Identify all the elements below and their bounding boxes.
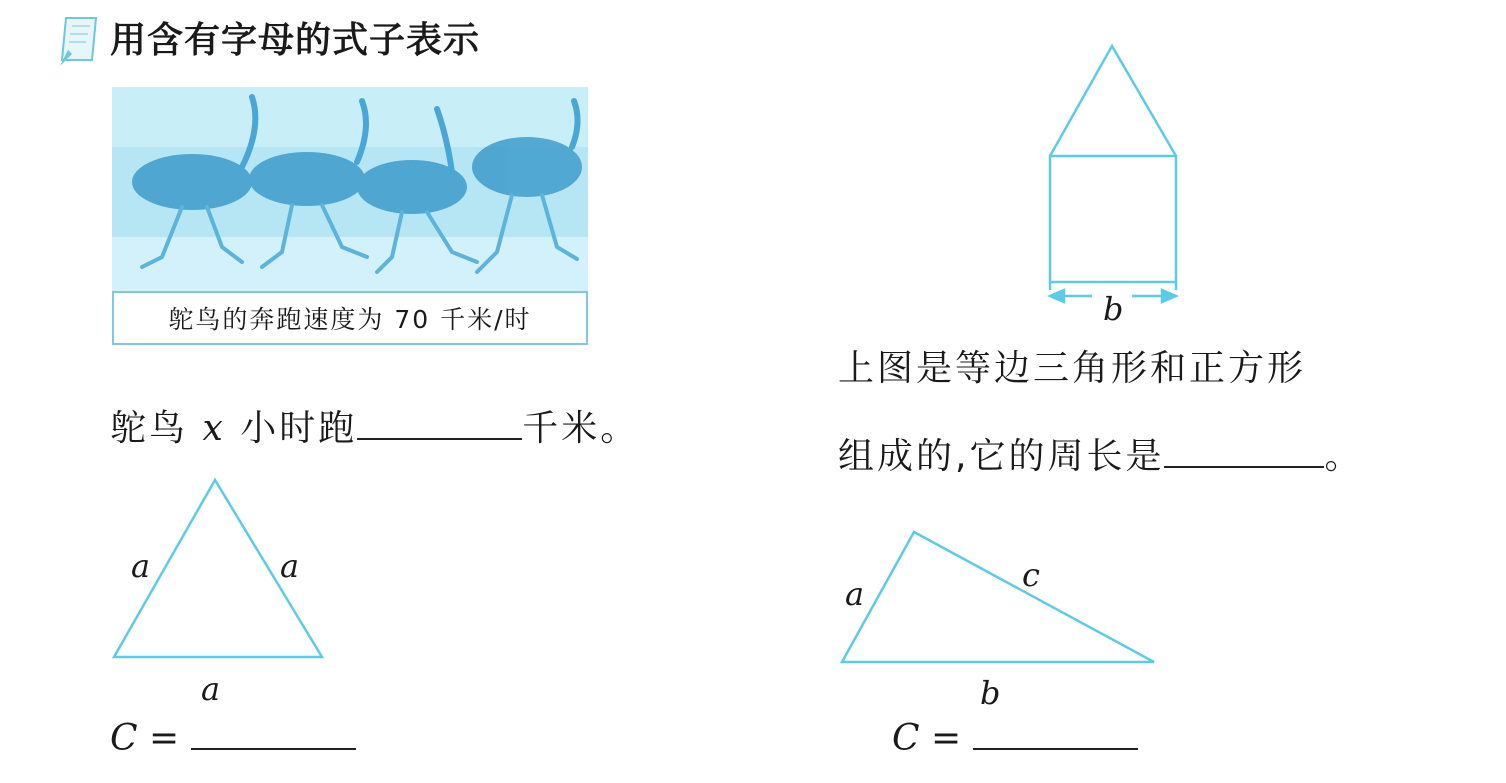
photo-caption: 鸵鸟的奔跑速度为 70 千米/时 <box>112 291 588 345</box>
tri2-label-b: b <box>980 674 1001 712</box>
pencil-icon <box>58 14 100 68</box>
q1-middle: 小时跑 <box>240 408 358 449</box>
ostrich-photo <box>112 87 588 291</box>
q2-end: 。 <box>1324 436 1364 477</box>
tri2-label-a: a <box>845 575 865 613</box>
question-house <box>838 428 1363 479</box>
tri1-eq-var: C <box>110 718 138 759</box>
tri2-eq-sign: = <box>931 718 962 759</box>
tri2-label-c: c <box>1022 556 1040 594</box>
q2-line1: 上图是等边三角形和正方形 <box>838 348 1307 389</box>
q1-prefix: 鸵鸟 <box>110 408 189 449</box>
tri1-label-right: a <box>280 547 300 585</box>
tri2-perimeter-equation <box>892 718 1138 759</box>
tri1-label-bottom: a <box>201 670 221 708</box>
house-figure <box>1040 40 1190 290</box>
q1-answer-blank[interactable] <box>357 408 522 440</box>
tri2-eq-var: C <box>892 718 920 759</box>
q1-variable: x <box>202 408 226 449</box>
q2-answer-blank[interactable] <box>1164 436 1324 468</box>
section-title: 用含有字母的式子表示 <box>110 20 481 61</box>
q1-suffix: 千米。 <box>522 408 640 449</box>
q2-line2: 组成的,它的周长是 <box>838 436 1165 477</box>
tri1-answer-blank[interactable] <box>191 718 356 750</box>
question-ostrich <box>110 400 639 451</box>
tri1-perimeter-equation <box>110 718 356 759</box>
scalene-triangle <box>830 522 1170 672</box>
tri1-eq-sign: = <box>149 718 180 759</box>
tri1-label-left: a <box>131 547 151 585</box>
house-label-b: b <box>1103 290 1124 328</box>
tri2-answer-blank[interactable] <box>973 718 1138 750</box>
